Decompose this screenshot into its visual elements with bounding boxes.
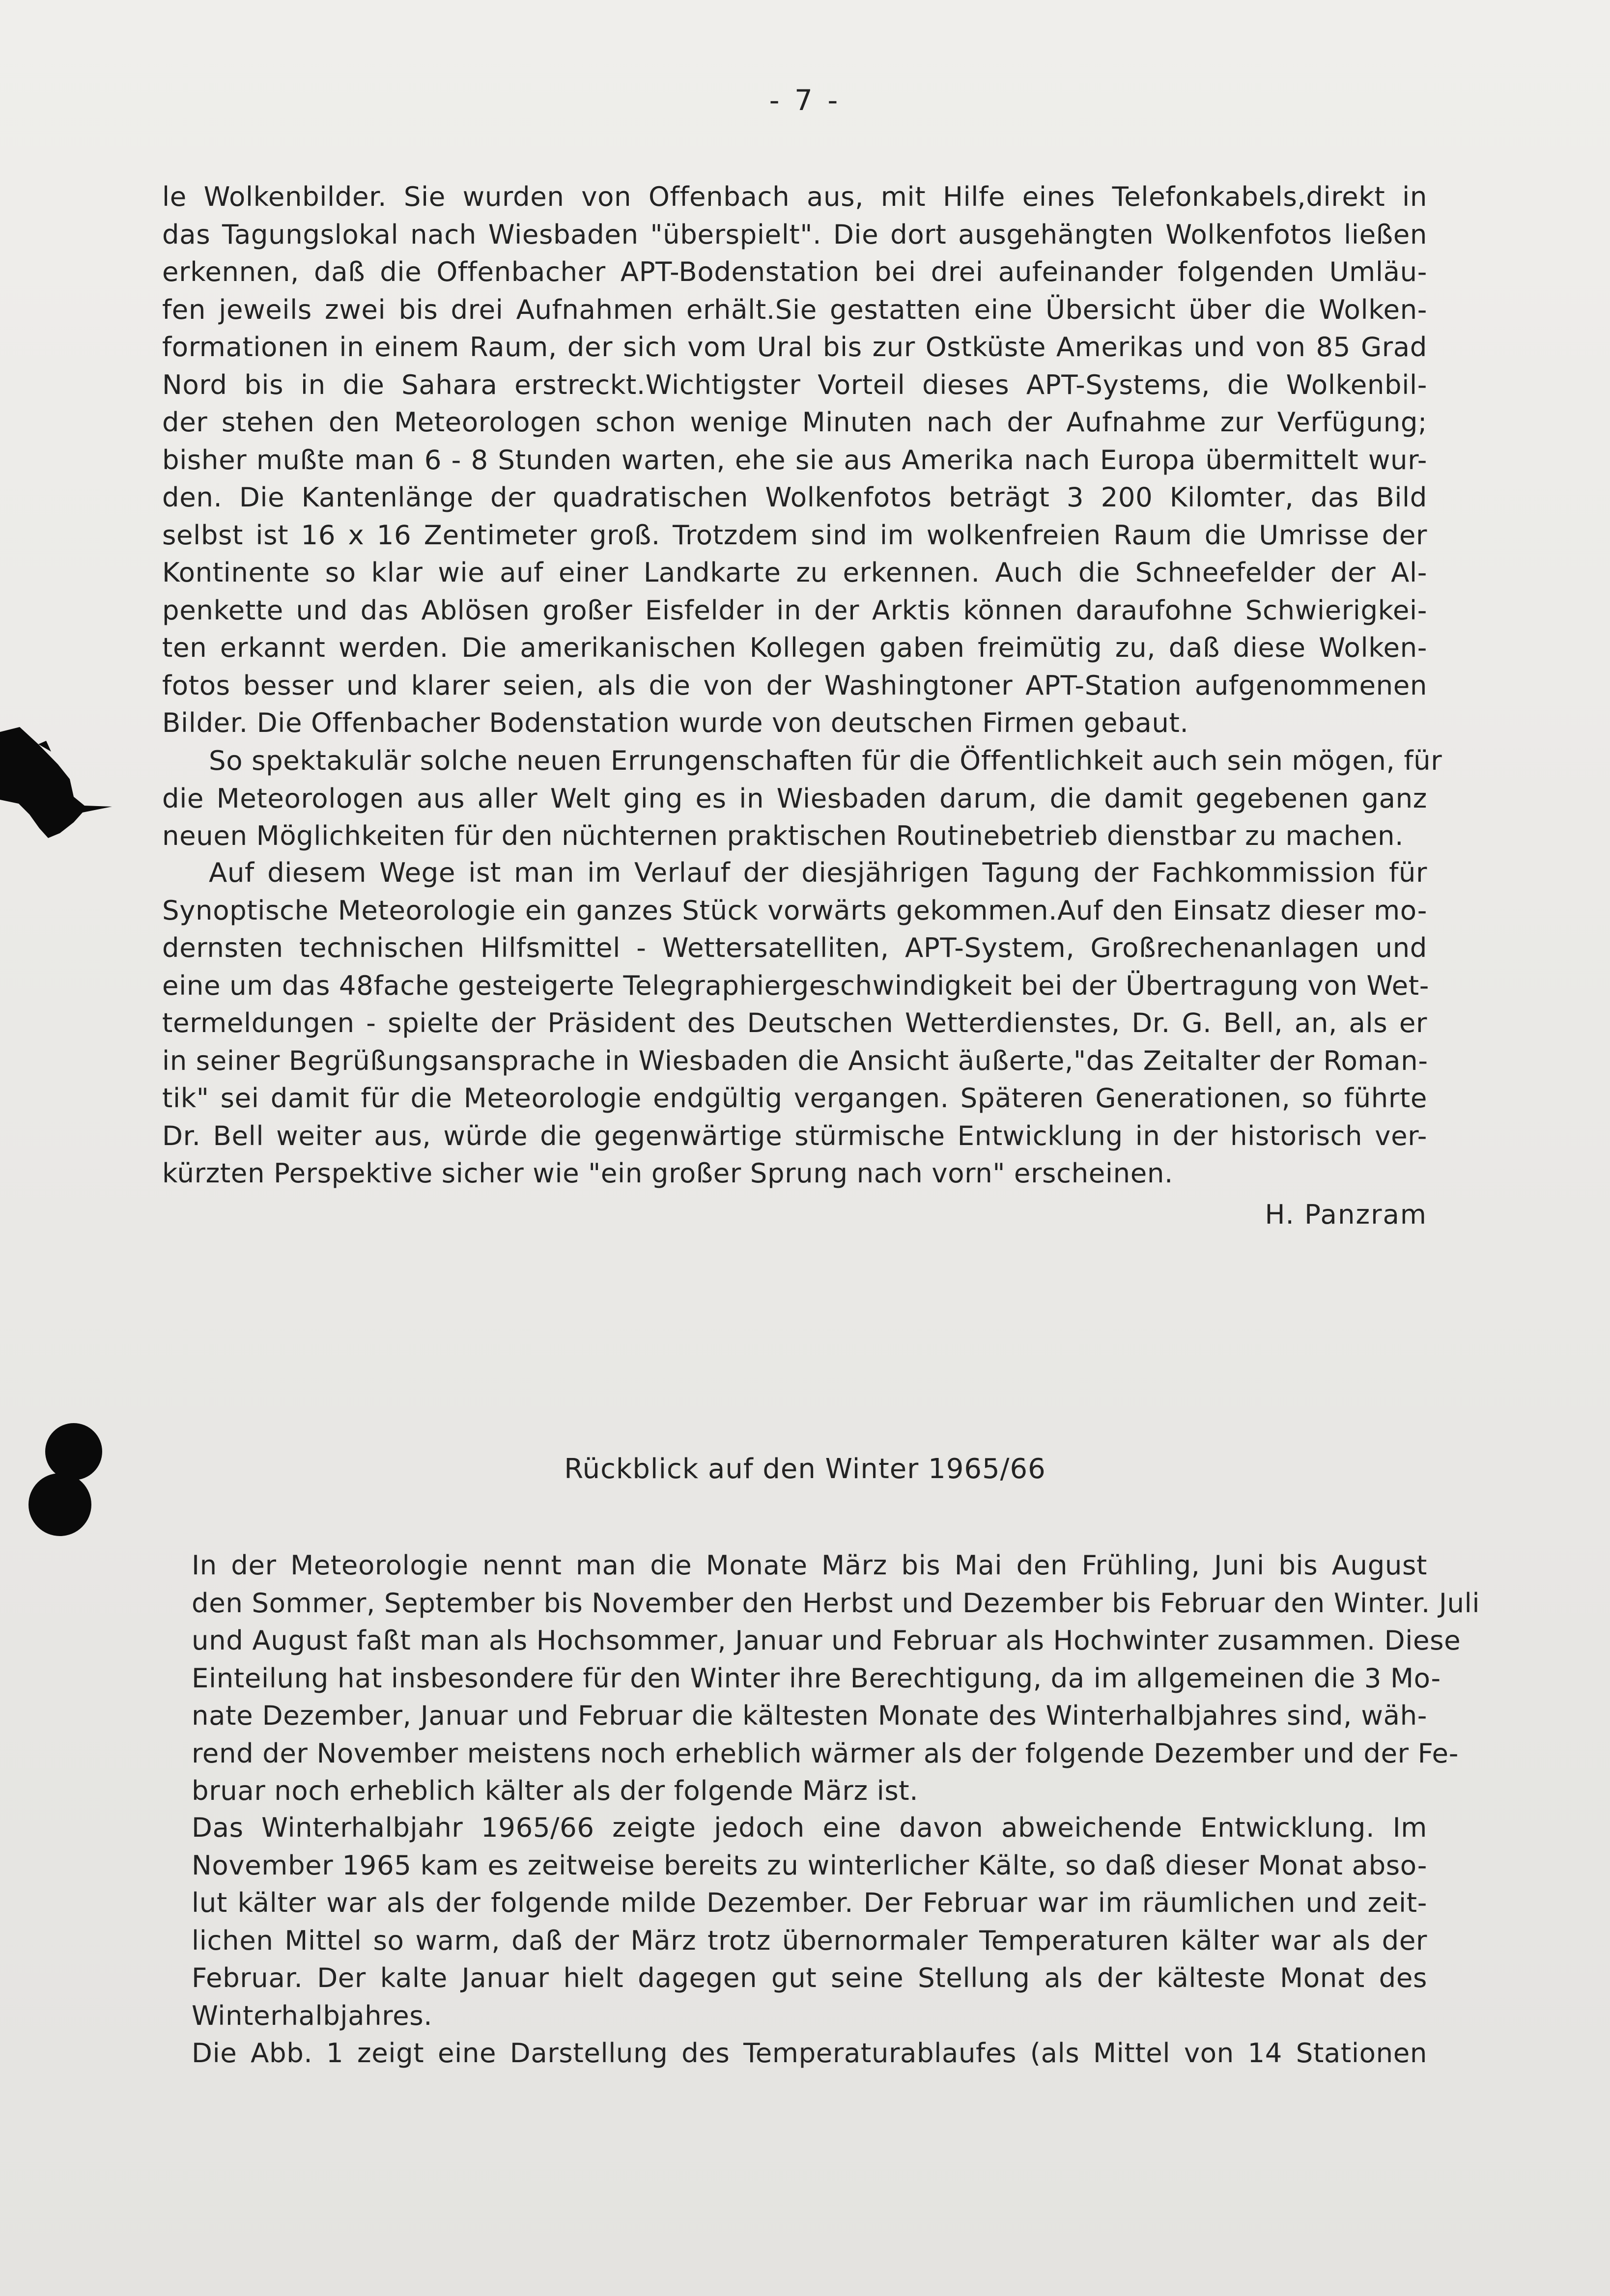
- text-line: rend der November meistens noch erheblich wärmer als der folgende Dezember und der Fe-: [192, 1737, 1459, 1769]
- punch-hole-mark: [25, 1417, 113, 1545]
- text-line: tik" sei damit für die Meteorologie endgültig vergangen. Späteren Generationen, so führte: [162, 1082, 1427, 1114]
- text-line: Auf diesem Wege ist man im Verlauf der diesjährigen Tagung der Fachkommission für: [209, 857, 1427, 888]
- page-number: - 7 -: [769, 84, 841, 117]
- text-line: fen jeweils zwei bis drei Aufnahmen erhält.Sie gestatten eine Übersicht über die Wolken-: [162, 293, 1427, 325]
- text-line: So spektakulär solche neuen Errungenschaften für die Öffentlichkeit auch sein mögen, für: [209, 745, 1442, 776]
- text-line: der stehen den Meteorologen schon wenige Minuten nach der Aufnahme zur Verfügung;: [162, 406, 1427, 438]
- text-line: Die Abb. 1 zeigt eine Darstellung des Temperaturablaufes (als Mittel von 14 Stationen: [192, 2037, 1427, 2069]
- text-line: November 1965 kam es zeitweise bereits zu winterlicher Kälte, so daß dieser Monat abso-: [192, 1849, 1427, 1881]
- text-line: lut kälter war als der folgende milde Dezember. Der Februar war im räumlichen und zeit-: [192, 1887, 1427, 1918]
- text-line: neuen Möglichkeiten für den nüchternen praktischen Routinebetrieb dienstbar zu machen.: [162, 820, 1404, 851]
- text-line: Dr. Bell weiter aus, würde die gegenwärtige stürmische Entwicklung in der historisch ver-: [162, 1120, 1427, 1151]
- article-1-paragraph-1: [162, 178, 1427, 742]
- text-line: die Meteorologen aus aller Welt ging es in Wiesbaden darum, die damit gegebenen ganz: [162, 782, 1427, 814]
- text-line: und August faßt man als Hochsommer, Januar und Februar als Hochwinter zusammen. Diese: [192, 1624, 1461, 1656]
- text-line: ten erkannt werden. Die amerikanischen Kollegen gaben freimütig zu, daß diese Wolken-: [162, 632, 1427, 663]
- text-line: eine um das 48fache gesteigerte Telegraphiergeschwindigkeit bei der Übertragung von Wet-: [162, 969, 1429, 1001]
- article-1-paragraph-3: [162, 854, 1427, 1192]
- article-2-paragraph-3: [192, 2034, 1427, 2072]
- text-line: den. Die Kantenlänge der quadratischen Wolkenfotos beträgt 3 200 Kilomter, das Bild: [162, 481, 1427, 513]
- section-title: Rückblick auf den Winter 1965/66: [564, 1453, 1046, 1485]
- text-line: lichen Mittel so warm, daß der März trotz übernormaler Temperaturen kälter war als der: [192, 1924, 1427, 1956]
- text-line: fotos besser und klarer seien, als die von der Washingtoner APT-Station aufgenommenen: [162, 669, 1427, 701]
- author-signature: H. Panzram: [1265, 1199, 1427, 1230]
- text-line: bisher mußte man 6 - 8 Stunden warten, ehe sie aus Amerika nach Europa übermittelt wur-: [162, 444, 1427, 476]
- article-2-paragraph-1: [192, 1546, 1480, 1810]
- text-line: Nord bis in die Sahara erstreckt.Wichtigster Vorteil dieses APT-Systems, die Wolkenbil-: [162, 368, 1427, 400]
- text-line: In der Meteorologie nennt man die Monate März bis Mai den Frühling, Juni bis August: [192, 1549, 1427, 1581]
- article-1-paragraph-2: [162, 742, 1442, 855]
- text-line: Einteilung hat insbesondere für den Winter ihre Berechtigung, da im allgemeinen die 3 Mo-: [192, 1662, 1441, 1694]
- text-line: le Wolkenbilder. Sie wurden von Offenbach aus, mit Hilfe eines Telefonkabels,direkt in: [162, 181, 1427, 212]
- text-line: kürzten Perspektive sicher wie "ein großer Sprung nach vorn" erscheinen.: [162, 1157, 1173, 1189]
- text-line: Kontinente so klar wie auf einer Landkarte zu erkennen. Auch die Schneefelder der Al-: [162, 557, 1427, 588]
- tape-mark: [0, 717, 113, 845]
- text-line: Synoptische Meteorologie ein ganzes Stück vorwärts gekommen.Auf den Einsatz dieser mo-: [162, 894, 1427, 926]
- text-line: Winterhalbjahres.: [192, 1999, 433, 2031]
- text-line: erkennen, daß die Offenbacher APT-Bodenstation bei drei aufeinander folgenden Umläu-: [162, 256, 1427, 287]
- text-line: Februar. Der kalte Januar hielt dagegen gut seine Stellung als der kälteste Monat des: [192, 1962, 1427, 1993]
- text-line: penkette und das Ablösen großer Eisfelder in der Arktis können daraufohne Schwierigkei-: [162, 594, 1427, 626]
- text-line: bruar noch erheblich kälter als der folgende März ist.: [192, 1775, 919, 1806]
- article-2-paragraph-2: [192, 1809, 1427, 2034]
- text-line: dernsten technischen Hilfsmittel - Wettersatelliten, APT-System, Großrechenanlagen und: [162, 932, 1427, 963]
- text-line: Das Winterhalbjahr 1965/66 zeigte jedoch eine davon abweichende Entwicklung. Im: [192, 1812, 1427, 1843]
- text-line: das Tagungslokal nach Wiesbaden "überspielt". Die dort ausgehängten Wolkenfotos ließen: [162, 218, 1427, 250]
- text-line: nate Dezember, Januar und Februar die kältesten Monate des Winterhalbjahres sind, wäh-: [192, 1700, 1427, 1731]
- text-line: formationen in einem Raum, der sich vom Ural bis zur Ostküste Amerikas und von 85 Grad: [162, 331, 1427, 363]
- text-line: selbst ist 16 x 16 Zentimeter groß. Trotzdem sind im wolkenfreien Raum die Umrisse der: [162, 519, 1427, 551]
- text-line: in seiner Begrüßungsansprache in Wiesbaden die Ansicht äußerte,"das Zeitalter der Roman-: [162, 1044, 1428, 1076]
- text-line: den Sommer, September bis November den Herbst und Dezember bis Februar den Winter. Juli: [192, 1587, 1480, 1619]
- text-line: Bilder. Die Offenbacher Bodenstation wurde von deutschen Firmen gebaut.: [162, 707, 1189, 738]
- text-line: termeldungen - spielte der Präsident des Deutschen Wetterdienstes, Dr. G. Bell, an, als er: [162, 1007, 1427, 1038]
